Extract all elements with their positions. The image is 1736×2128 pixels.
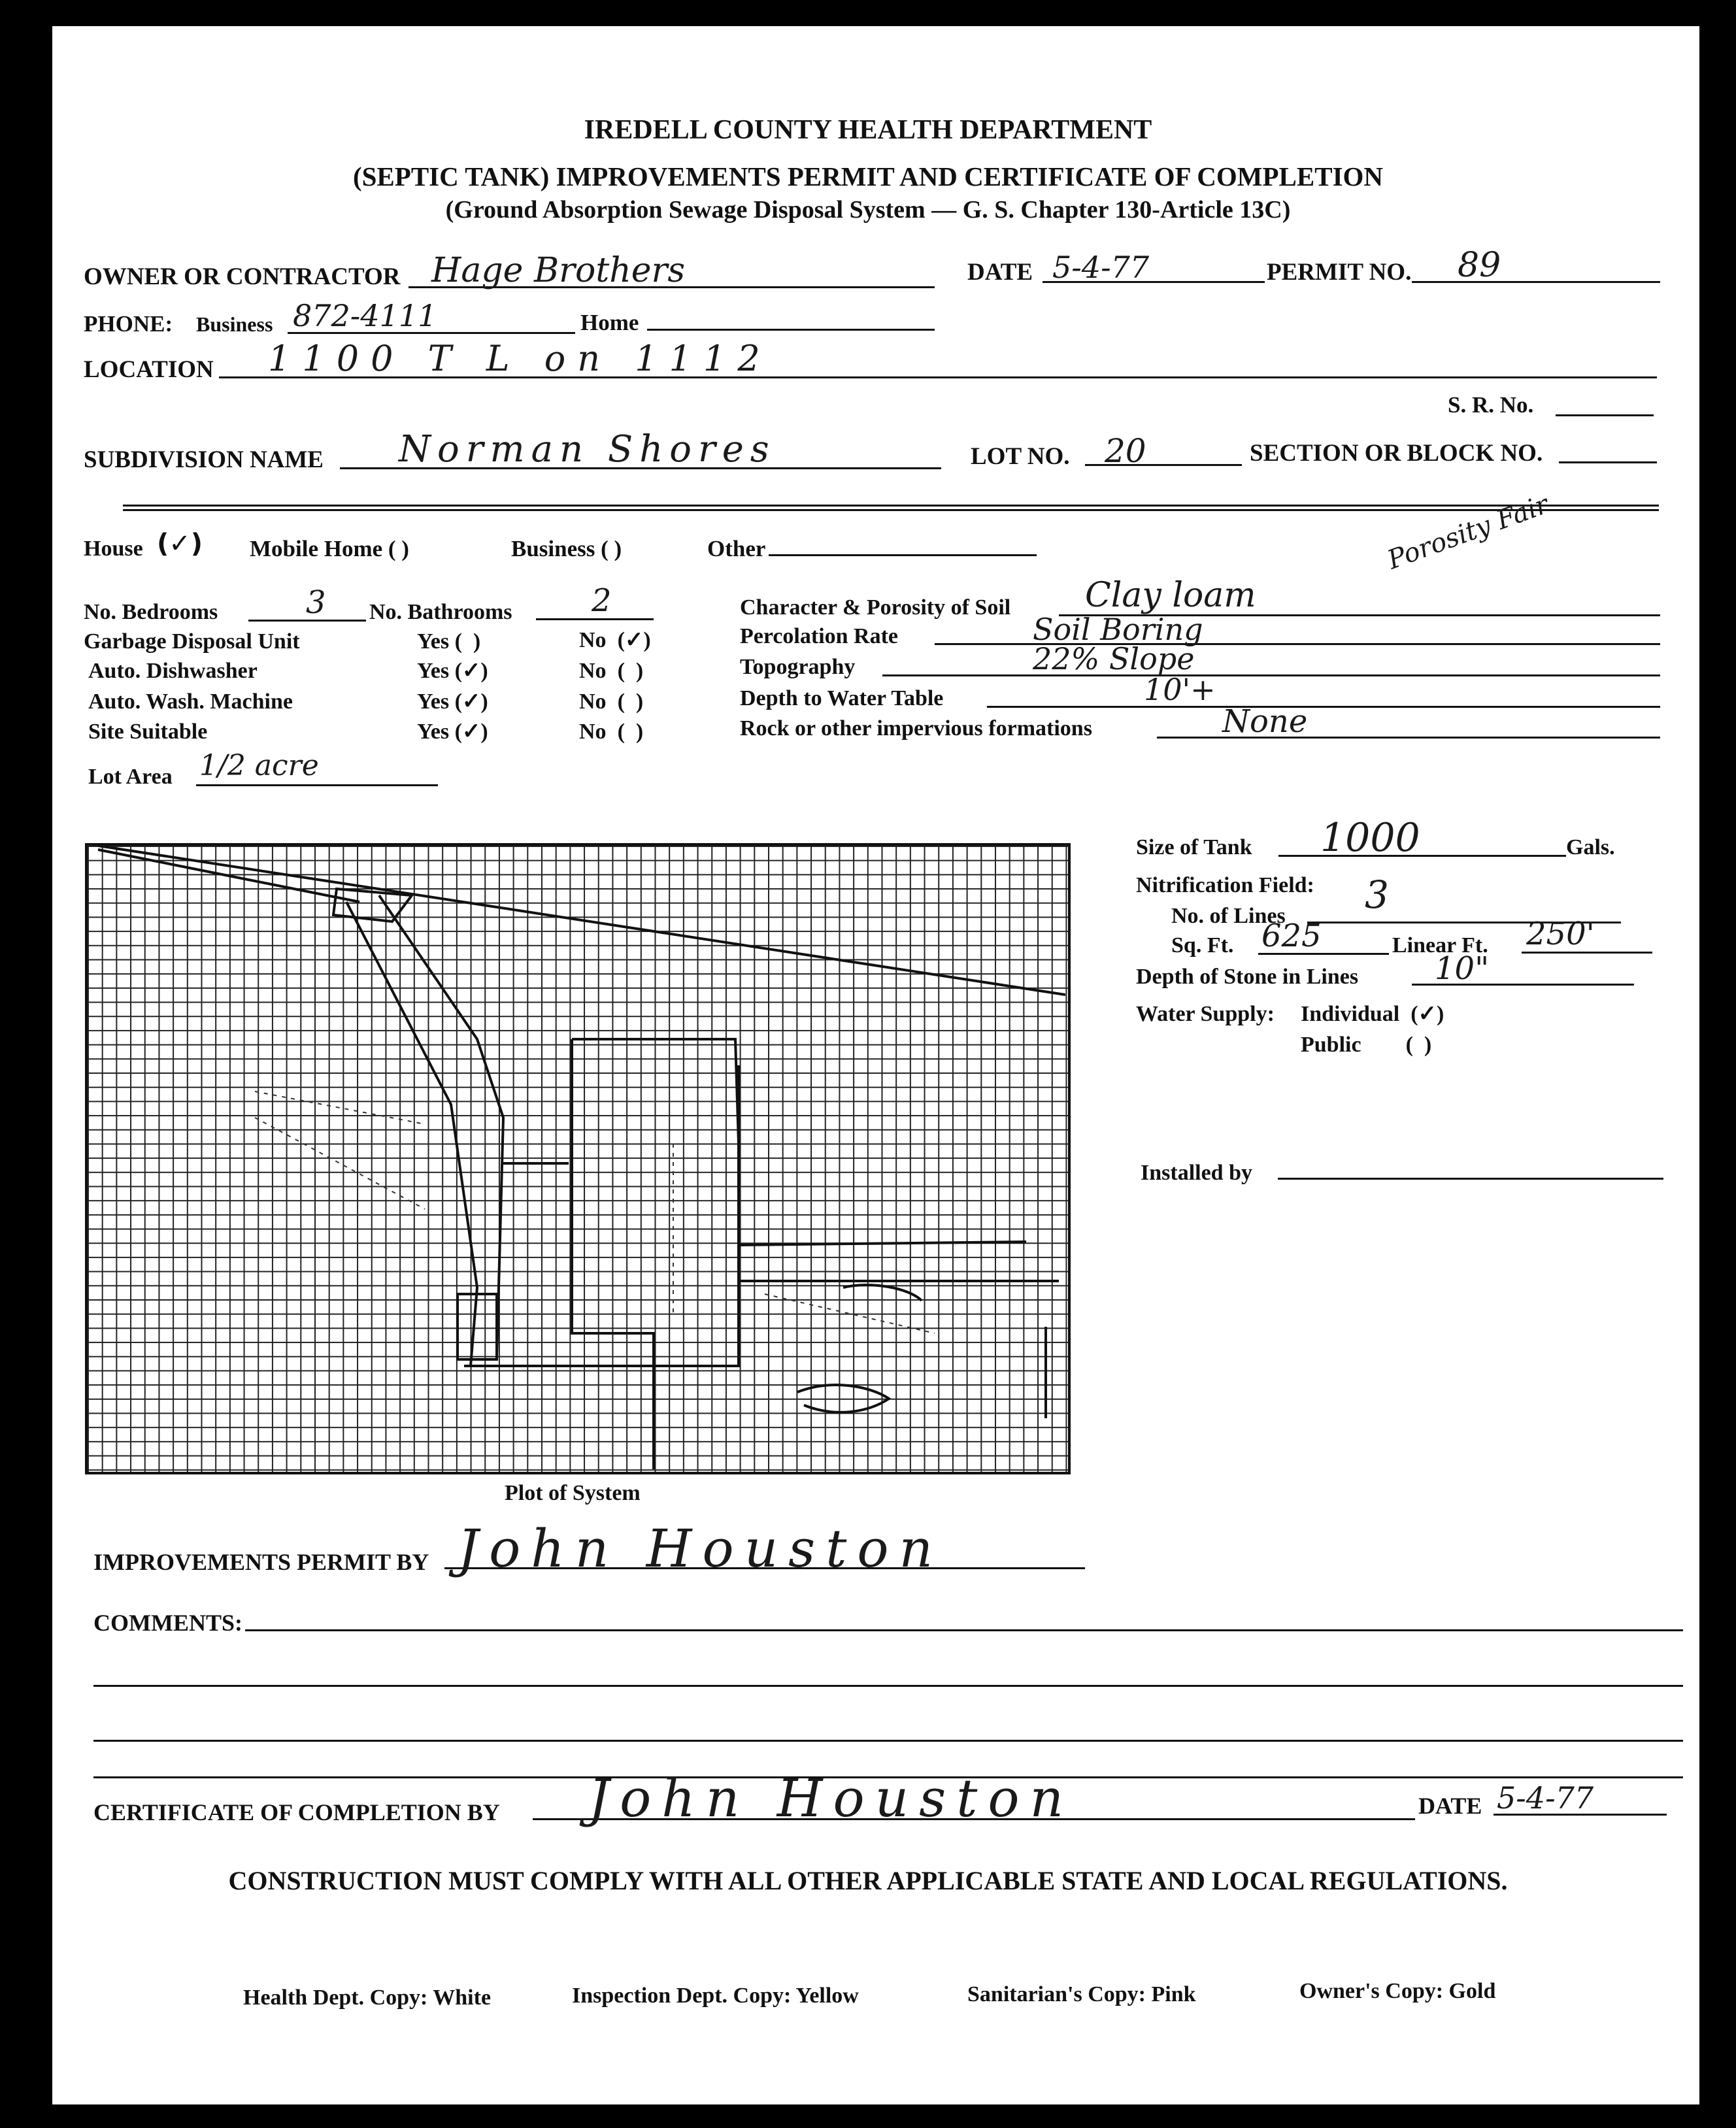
- date-value[interactable]: 5-4-77: [1052, 250, 1150, 285]
- topography-value[interactable]: 22% Slope: [1033, 641, 1195, 676]
- topography-label: Topography: [740, 655, 856, 679]
- site-suitable-no[interactable]: No ( ): [579, 720, 644, 744]
- water-table-line: [987, 706, 1660, 708]
- site-yes-label: Yes: [417, 720, 450, 744]
- stone-value[interactable]: 10": [1435, 950, 1490, 987]
- section-label: SECTION OR BLOCK NO.: [1250, 440, 1543, 467]
- washer-yes[interactable]: Yes (✓): [417, 690, 488, 714]
- copy-owner: Owner's Copy: Gold: [1299, 1979, 1496, 2003]
- installed-by-line: [1278, 1178, 1663, 1180]
- gals-label: Gals.: [1566, 835, 1615, 859]
- linear-value[interactable]: 250': [1526, 916, 1595, 952]
- section-line: [1559, 461, 1657, 463]
- owner-label: OWNER OR CONTRACTOR: [84, 263, 401, 290]
- sr-line: [1556, 414, 1654, 416]
- certificate-date-value[interactable]: 5-4-77: [1497, 1780, 1594, 1816]
- other-line: [769, 554, 1037, 556]
- owner-value[interactable]: Hage Brothers: [431, 251, 686, 290]
- rock-value[interactable]: None: [1222, 703, 1308, 740]
- topography-line: [882, 674, 1660, 676]
- site-no-label: No: [579, 720, 607, 744]
- soil-value[interactable]: Clay loam: [1085, 576, 1256, 615]
- form-title: (SEPTIC TANK) IMPROVEMENTS PERMIT AND CERTIFICATE OF COMPLETION: [352, 161, 1384, 191]
- permit-label: PERMIT NO.: [1267, 259, 1412, 286]
- subdivision-label: SUBDIVISION NAME: [84, 446, 324, 473]
- washer-yes-label: Yes: [417, 690, 450, 714]
- mobile-home-option[interactable]: Mobile Home ( ): [250, 536, 409, 561]
- lot-label: LOT NO.: [971, 443, 1070, 470]
- dishwasher-yes[interactable]: Yes (✓): [417, 659, 488, 683]
- sqft-label: Sq. Ft.: [1171, 933, 1234, 957]
- department-heading: IREDELL COUNTY HEALTH DEPARTMENT: [584, 115, 1152, 145]
- certificate-label: CERTIFICATE OF COMPLETION BY: [93, 1799, 500, 1825]
- home-phone-line: [647, 329, 935, 331]
- porosity-value[interactable]: Porosity Fair: [1383, 489, 1553, 576]
- dishwasher-no[interactable]: No ( ): [579, 659, 644, 683]
- location-label: LOCATION: [84, 356, 214, 383]
- perc-label: Percolation Rate: [740, 624, 899, 648]
- permit-value[interactable]: 89: [1458, 246, 1501, 285]
- plot-sketch: [85, 843, 1065, 1469]
- water-table-label: Depth to Water Table: [740, 686, 944, 710]
- business-phone-label: Business: [196, 312, 273, 336]
- stone-label: Depth of Stone in Lines: [1136, 965, 1359, 989]
- site-suitable-label: Site Suitable: [88, 720, 208, 744]
- certificate-signature: John Houston: [588, 1768, 1075, 1829]
- linear-label: Linear Ft.: [1392, 933, 1488, 957]
- form-subtitle: (Ground Absorption Sewage Disposal System — G. S. Chapter 130-Article 13C): [445, 196, 1291, 224]
- tank-size-value[interactable]: 1000: [1320, 815, 1420, 861]
- permit-by-signature: John Houston: [458, 1518, 944, 1579]
- site-suitable-yes[interactable]: Yes (✓): [417, 720, 488, 744]
- business-option[interactable]: Business ( ): [511, 536, 622, 561]
- dishwasher-yes-label: Yes: [417, 659, 450, 683]
- bedrooms-value[interactable]: 3: [306, 584, 326, 621]
- washer-label: Auto. Wash. Machine: [88, 690, 293, 714]
- other-label: Other: [707, 536, 766, 561]
- plot-caption: Plot of System: [505, 1481, 641, 1505]
- dishwasher-no-label: No: [579, 659, 607, 683]
- home-phone-label: Home: [580, 310, 639, 335]
- lines-label: No. of Lines: [1171, 904, 1286, 928]
- garbage-yes[interactable]: Yes ( ): [417, 629, 481, 654]
- comments-line-3: [93, 1740, 1683, 1742]
- lines-value[interactable]: 3: [1365, 873, 1389, 917]
- certificate-date-label: DATE: [1418, 1793, 1482, 1819]
- copy-sanitarian: Sanitarian's Copy: Pink: [967, 1982, 1196, 2006]
- washer-no-label: No: [579, 690, 607, 714]
- perc-value[interactable]: Soil Boring: [1033, 612, 1203, 647]
- copy-inspection: Inspection Dept. Copy: Yellow: [572, 1984, 859, 2008]
- garbage-no-label: No: [579, 628, 607, 652]
- location-value[interactable]: 1100 T L on 1112: [268, 338, 772, 379]
- garbage-no[interactable]: No (✓): [579, 628, 651, 652]
- tank-size-label: Size of Tank: [1136, 835, 1252, 859]
- lot-area-value[interactable]: 1/2 acre: [199, 749, 319, 782]
- phone-label: PHONE:: [84, 311, 173, 337]
- individual-option[interactable]: Individual (✓): [1301, 1002, 1444, 1026]
- individual-label: Individual: [1301, 1002, 1400, 1026]
- bedrooms-label: No. Bedrooms: [84, 600, 218, 624]
- public-option[interactable]: Public ( ): [1301, 1033, 1432, 1057]
- water-supply-label: Water Supply:: [1136, 1002, 1275, 1026]
- comments-label: COMMENTS:: [93, 1610, 242, 1636]
- permit-by-label: IMPROVEMENTS PERMIT BY: [93, 1549, 429, 1575]
- comments-line-1: [245, 1629, 1683, 1631]
- lot-area-label: Lot Area: [88, 765, 173, 789]
- rock-label: Rock or other impervious formations: [740, 716, 1092, 740]
- lot-area-line: [196, 784, 438, 786]
- sqft-value[interactable]: 625: [1261, 918, 1322, 954]
- house-label: House: [84, 537, 143, 561]
- sr-label: S. R. No.: [1448, 392, 1534, 418]
- garbage-yes-label: Yes: [417, 629, 450, 654]
- copy-health: Health Dept. Copy: White: [243, 1986, 492, 2010]
- house-check[interactable]: (✓): [157, 529, 203, 559]
- bathrooms-value[interactable]: 2: [592, 582, 612, 619]
- section-divider: [123, 505, 1659, 511]
- subdivision-value[interactable]: Norman Shores: [399, 428, 776, 471]
- comments-line-2: [93, 1685, 1683, 1687]
- compliance-notice: CONSTRUCTION MUST COMPLY WITH ALL OTHER APPLICABLE STATE AND LOCAL REGULATIONS.: [228, 1866, 1508, 1895]
- garbage-label: Garbage Disposal Unit: [84, 629, 300, 654]
- soil-label: Character & Porosity of Soil: [740, 595, 1011, 620]
- water-table-value[interactable]: 10'+: [1144, 672, 1216, 707]
- date-label: DATE: [967, 259, 1033, 286]
- installed-by-label: Installed by: [1141, 1161, 1252, 1185]
- lot-value[interactable]: 20: [1105, 432, 1146, 470]
- bathrooms-label: No. Bathrooms: [369, 600, 512, 624]
- public-label: Public: [1301, 1033, 1361, 1057]
- nitrification-label: Nitrification Field:: [1136, 873, 1314, 897]
- washer-no[interactable]: No ( ): [579, 690, 644, 714]
- dishwasher-label: Auto. Dishwasher: [88, 659, 258, 683]
- business-phone-value[interactable]: 872-4111: [293, 298, 437, 333]
- permit-line: [1412, 281, 1660, 283]
